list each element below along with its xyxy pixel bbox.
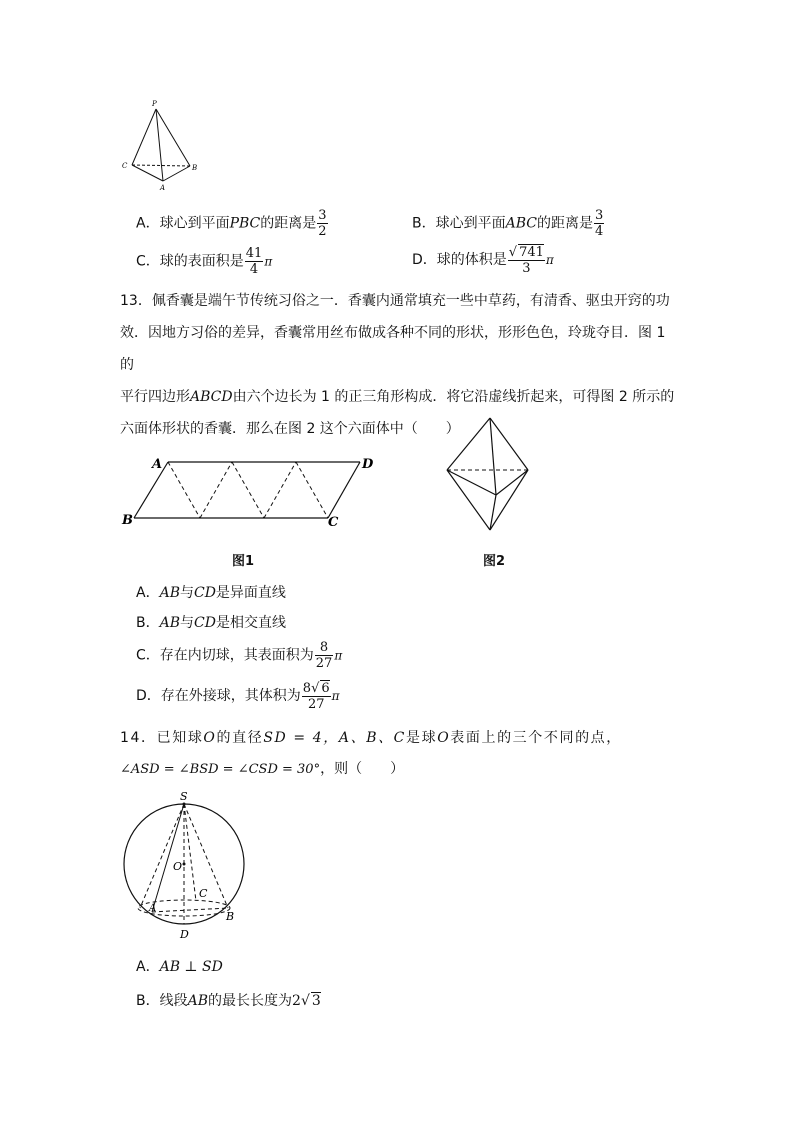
q12-option-c[interactable]: C．球的表面积是 $\frac{41}{4}$ π [136, 246, 273, 277]
figure-2-caption: 图2 [483, 554, 506, 569]
fraction: $\frac{8√ 6}{27}$ [302, 681, 330, 712]
point-label-d: D [180, 928, 189, 940]
tetrahedron-figure [118, 98, 208, 190]
q14-stem-line1: 14．已知球O的直径SD = 4，A、B、C是球O表面上的三个不同的点， [120, 730, 622, 746]
figure-1-caption: 图1 [232, 554, 255, 569]
q13-option-d[interactable]: D．存在外接球，其体积为 $\frac{8√ 6}{27}$ π [136, 681, 340, 712]
q13-option-a[interactable]: A．AB与CD是异面直线 [136, 585, 286, 601]
point-label-a: A [149, 903, 157, 914]
fraction: $\frac{8}{27}$ [315, 640, 333, 671]
vertex-label-p: P [152, 100, 157, 108]
fraction: $\frac{3}{2}$ [318, 208, 327, 239]
point-label-c: C [199, 887, 208, 900]
hexahedron-figure [440, 412, 534, 536]
q14-stem-line2: ∠ASD = ∠BSD = ∠CSD = 30°，则（ ） [120, 761, 405, 777]
q12-option-d[interactable]: D．球的体积是 $\frac{√ 741}{3}$ π [412, 245, 554, 276]
q13-stem: 13．佩香囊是端午节传统习俗之一．香囊内通常填充一些中草药，有清香、驱虫开窍的功 效．因地方习俗的差异，香囊常用丝布做成各种不同的形状，形形色色，玲珑夺目．图 1 的 平行四边形ABCD由六个边长为 1 的正三角形构成．将它沿虚线折起来，可得图 2 所示的 六面体形状的香囊．那么在图 2 这个六面体中（ ） [120, 293, 675, 437]
vertex-label-a: A [160, 184, 166, 190]
fraction: $\frac{√ 741}{3}$ [508, 245, 544, 276]
vertex-label-c: C [122, 162, 128, 170]
fraction: $\frac{41}{4}$ [245, 246, 263, 277]
q14-option-b[interactable]: B．线段AB的最长长度为2√ 3 [136, 993, 321, 1009]
q13-option-c[interactable]: C．存在内切球，其表面积为 $\frac{8}{27}$ π [136, 640, 343, 671]
q12-option-a[interactable]: A．球心到平面PBC的距离是 $\frac{3}{2}$ [136, 208, 327, 239]
q13-option-b[interactable]: B．AB与CD是相交直线 [136, 615, 286, 631]
vertex-label-d: D [362, 457, 374, 472]
q12-option-b[interactable]: B．球心到平面ABC的距离是 $\frac{3}{4}$ [412, 208, 604, 239]
point-label-b: B [226, 910, 235, 923]
vertex-label-a: A [152, 457, 163, 472]
vertex-label-b: B [192, 164, 198, 172]
parallelogram-figure [118, 448, 380, 538]
sphere-cone-figure [118, 790, 250, 940]
vertex-label-b: B [122, 513, 133, 528]
point-label-s: S [180, 790, 188, 803]
q14-option-a[interactable]: A．AB ⊥ SD [136, 959, 223, 975]
fraction: $\frac{3}{4}$ [594, 208, 604, 239]
point-label-o: O [173, 860, 183, 873]
vertex-label-c: C [328, 515, 339, 530]
